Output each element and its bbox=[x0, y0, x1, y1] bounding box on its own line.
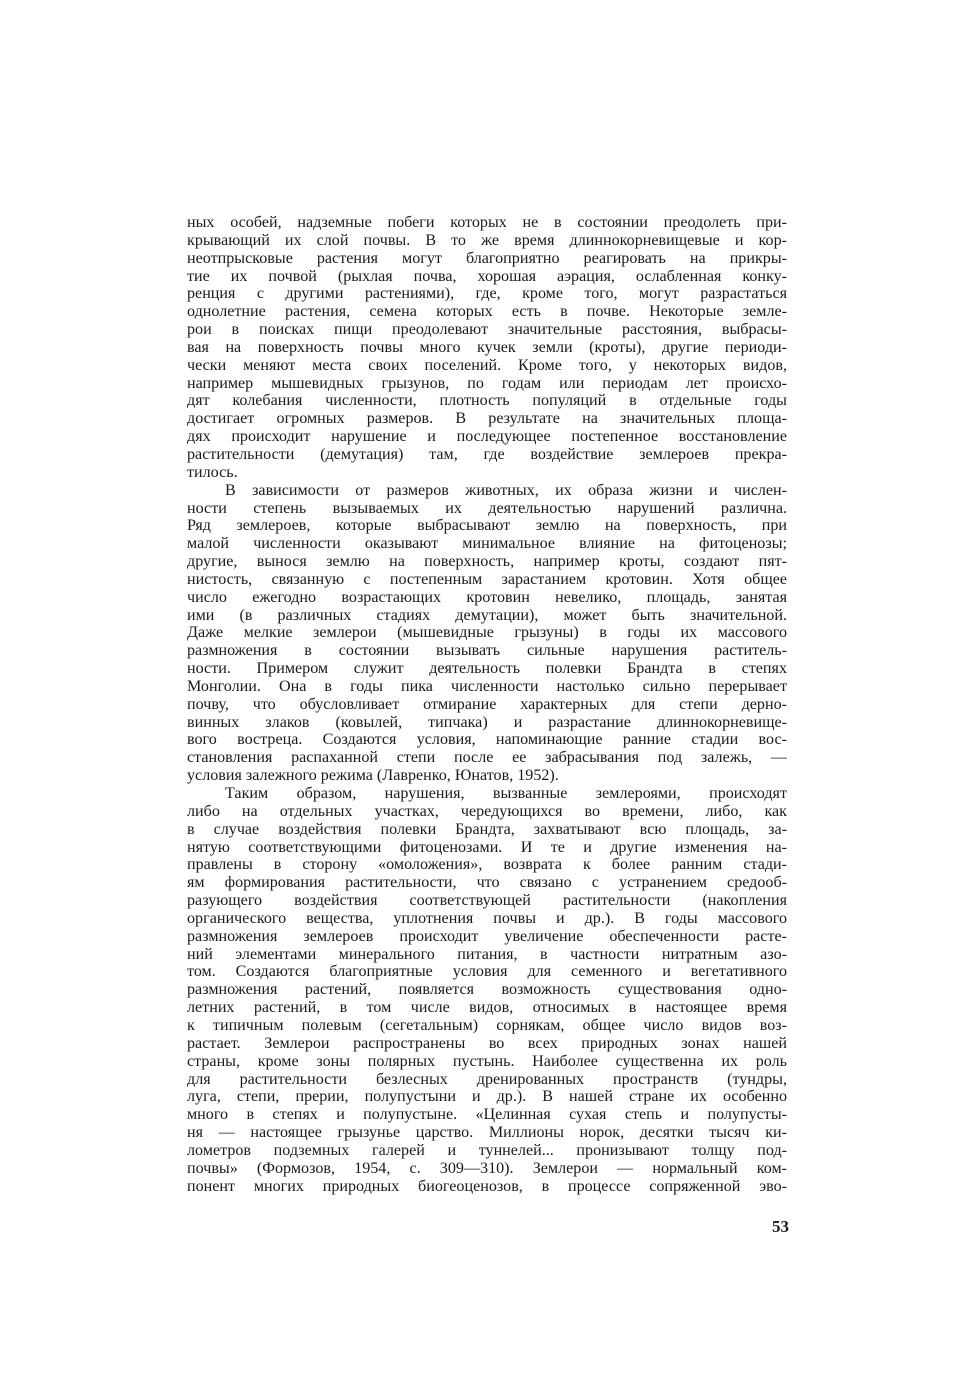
text-line: ности степень вызываемых их деятельностью нарушений различна. bbox=[187, 499, 787, 517]
text-line: ня — настоящее грызунье царство. Миллионы норок, десятки тысяч ки- bbox=[187, 1124, 787, 1142]
text-line: для растительности безлесных дренированных пространств (тундры, bbox=[187, 1070, 787, 1088]
text-line: в случае воздействия полевки Брандта, захватывают всю площадь, за- bbox=[187, 820, 787, 838]
page-body bbox=[187, 214, 787, 1195]
paragraph-3 bbox=[187, 785, 787, 1195]
text-line: нятую соответствующими фитоценозами. И те и другие изменения на- bbox=[187, 838, 787, 856]
text-line: другие, вынося землю на поверхность, например кроты, создают пят- bbox=[187, 553, 787, 571]
text-line: например мышевидных грызунов, по годам или периодам лет происхо- bbox=[187, 374, 787, 392]
text-line: вого вострецa. Создаются условия, напоминающие ранние стадии вос- bbox=[187, 731, 787, 749]
paragraph-2 bbox=[187, 482, 787, 785]
text-line: много в степях и полупустыне. «Целинная сухая степь и полупусты- bbox=[187, 1106, 787, 1124]
text-line: малой численности оказывают минимальное влияние на фитоценозы; bbox=[187, 535, 787, 553]
text-line: число ежегодно возрастающих кротовин невелико, площадь, занятая bbox=[187, 588, 787, 606]
text-line: летних растений, в том числе видов, относимых в настоящее время bbox=[187, 999, 787, 1017]
text-line: размножения землероев происходит увеличение обеспеченности расте- bbox=[187, 927, 787, 945]
text-line: ний элементами минерального питания, в частности нитратным азо- bbox=[187, 945, 787, 963]
text-line: нистость, связанную с постепенным зарастанием кротовин. Хотя общее bbox=[187, 570, 787, 588]
text-line: Даже мелкие землерои (мышевидные грызуны) в годы их массового bbox=[187, 624, 787, 642]
text-line: ими (в различных стадиях демутации), может быть значительной. bbox=[187, 606, 787, 624]
text-line: том. Создаются благоприятные условия для семенного и вегетативного bbox=[187, 963, 787, 981]
text-line: ям формирования растительности, что связано с устранением средооб- bbox=[187, 874, 787, 892]
text-line: ренция с другими растениями), где, кроме того, могут разрастаться bbox=[187, 285, 787, 303]
text-line: становления распаханной степи после ее забрасывания под залежь, — bbox=[187, 749, 787, 767]
text-line: страны, кроме зоны полярных пустынь. Наиболее существенна их роль bbox=[187, 1052, 787, 1070]
text-line: условия залежного режима (Лавренко, Юнатов, 1952). bbox=[187, 767, 559, 785]
text-line: достигает огромных размеров. В результате на значительных площа- bbox=[187, 410, 787, 428]
text-line: неотпрысковые растения могут благоприятно реагировать на прикры- bbox=[187, 249, 787, 267]
text-line: разующего воздействия соответствующей растительности (накопления bbox=[187, 892, 787, 910]
text-line: крывающий их слой почвы. В то же время длиннокорневищевые и кор- bbox=[187, 231, 787, 249]
text-line: Таким образом, нарушения, вызванные землероями, происходят bbox=[225, 785, 787, 802]
text-line: растительности (демутация) там, где воздействие землероев прекра- bbox=[187, 445, 787, 463]
text-line: ности. Примером служит деятельность полевки Брандта в степях bbox=[187, 660, 787, 678]
text-line: чески меняют места своих поселений. Кроме того, у некоторых видов, bbox=[187, 356, 787, 374]
page-number: 53 bbox=[772, 1217, 789, 1236]
text-line: однолетние растения, семена которых есть в почве. Некоторые земле- bbox=[187, 303, 787, 321]
text-line: В зависимости от размеров животных, их образа жизни и числен- bbox=[225, 481, 787, 499]
text-line: растает. Землерои распространены во всех природных зонах нашей bbox=[187, 1034, 787, 1052]
text-line: тилось. bbox=[187, 463, 238, 481]
text-line: размножения в состоянии вызывать сильные нарушения раститель- bbox=[187, 642, 787, 660]
text-line: ных особей, надземные побеги которых не в состоянии преодолеть при- bbox=[187, 214, 787, 231]
paragraph-1 bbox=[187, 214, 787, 482]
text-line: тие их почвой (рыхлая почва, хорошая аэрация, ослабленная конку- bbox=[187, 267, 787, 285]
text-line: органического вещества, уплотнения почвы и др.). В годы массового bbox=[187, 909, 787, 927]
text-line: рои в поисках пищи преодолевают значительные расстояния, выбрасы- bbox=[187, 321, 787, 339]
text-line: Ряд землероев, которые выбрасывают землю на поверхность, при bbox=[187, 517, 787, 535]
text-line: луга, степи, прерии, полупустыни и др.). В нашей стране их особенно bbox=[187, 1088, 787, 1106]
text-line: почвы» (Формозов, 1954, с. 309—310). Землерои — нормальный ком- bbox=[187, 1159, 787, 1177]
text-line: вая на поверхность почвы много кучек земли (кроты), другие периоди- bbox=[187, 338, 787, 356]
text-line: винных злаков (ковылей, типчака) и разрастание длиннокорневище- bbox=[187, 713, 787, 731]
text-line: Монголии. Она в годы пика численности настолько сильно перерывает bbox=[187, 677, 787, 695]
text-line: почву, что обусловливает отмирание характерных для степи дерно- bbox=[187, 695, 787, 713]
text-line: дят колебания численности, плотность популяций в отдельные годы bbox=[187, 392, 787, 410]
text-line: размножения растений, появляется возможность существования одно- bbox=[187, 981, 787, 999]
text-line: либо на отдельных участках, чередующихся во времени, либо, как bbox=[187, 802, 787, 820]
text-line: понент многих природных биогеоценозов, в процессе сопряженной эво- bbox=[187, 1177, 787, 1195]
text-line: дях происходит нарушение и последующее постепенное восстановление bbox=[187, 428, 787, 446]
text-line: к типичным полевым (сегетальным) сорнякам, общее число видов воз- bbox=[187, 1016, 787, 1034]
text-line: лометров подземных галерей и туннелей... пронизывают толщу под- bbox=[187, 1141, 787, 1159]
text-line: правлены в сторону «омоложения», возврата к более ранним стади- bbox=[187, 856, 787, 874]
